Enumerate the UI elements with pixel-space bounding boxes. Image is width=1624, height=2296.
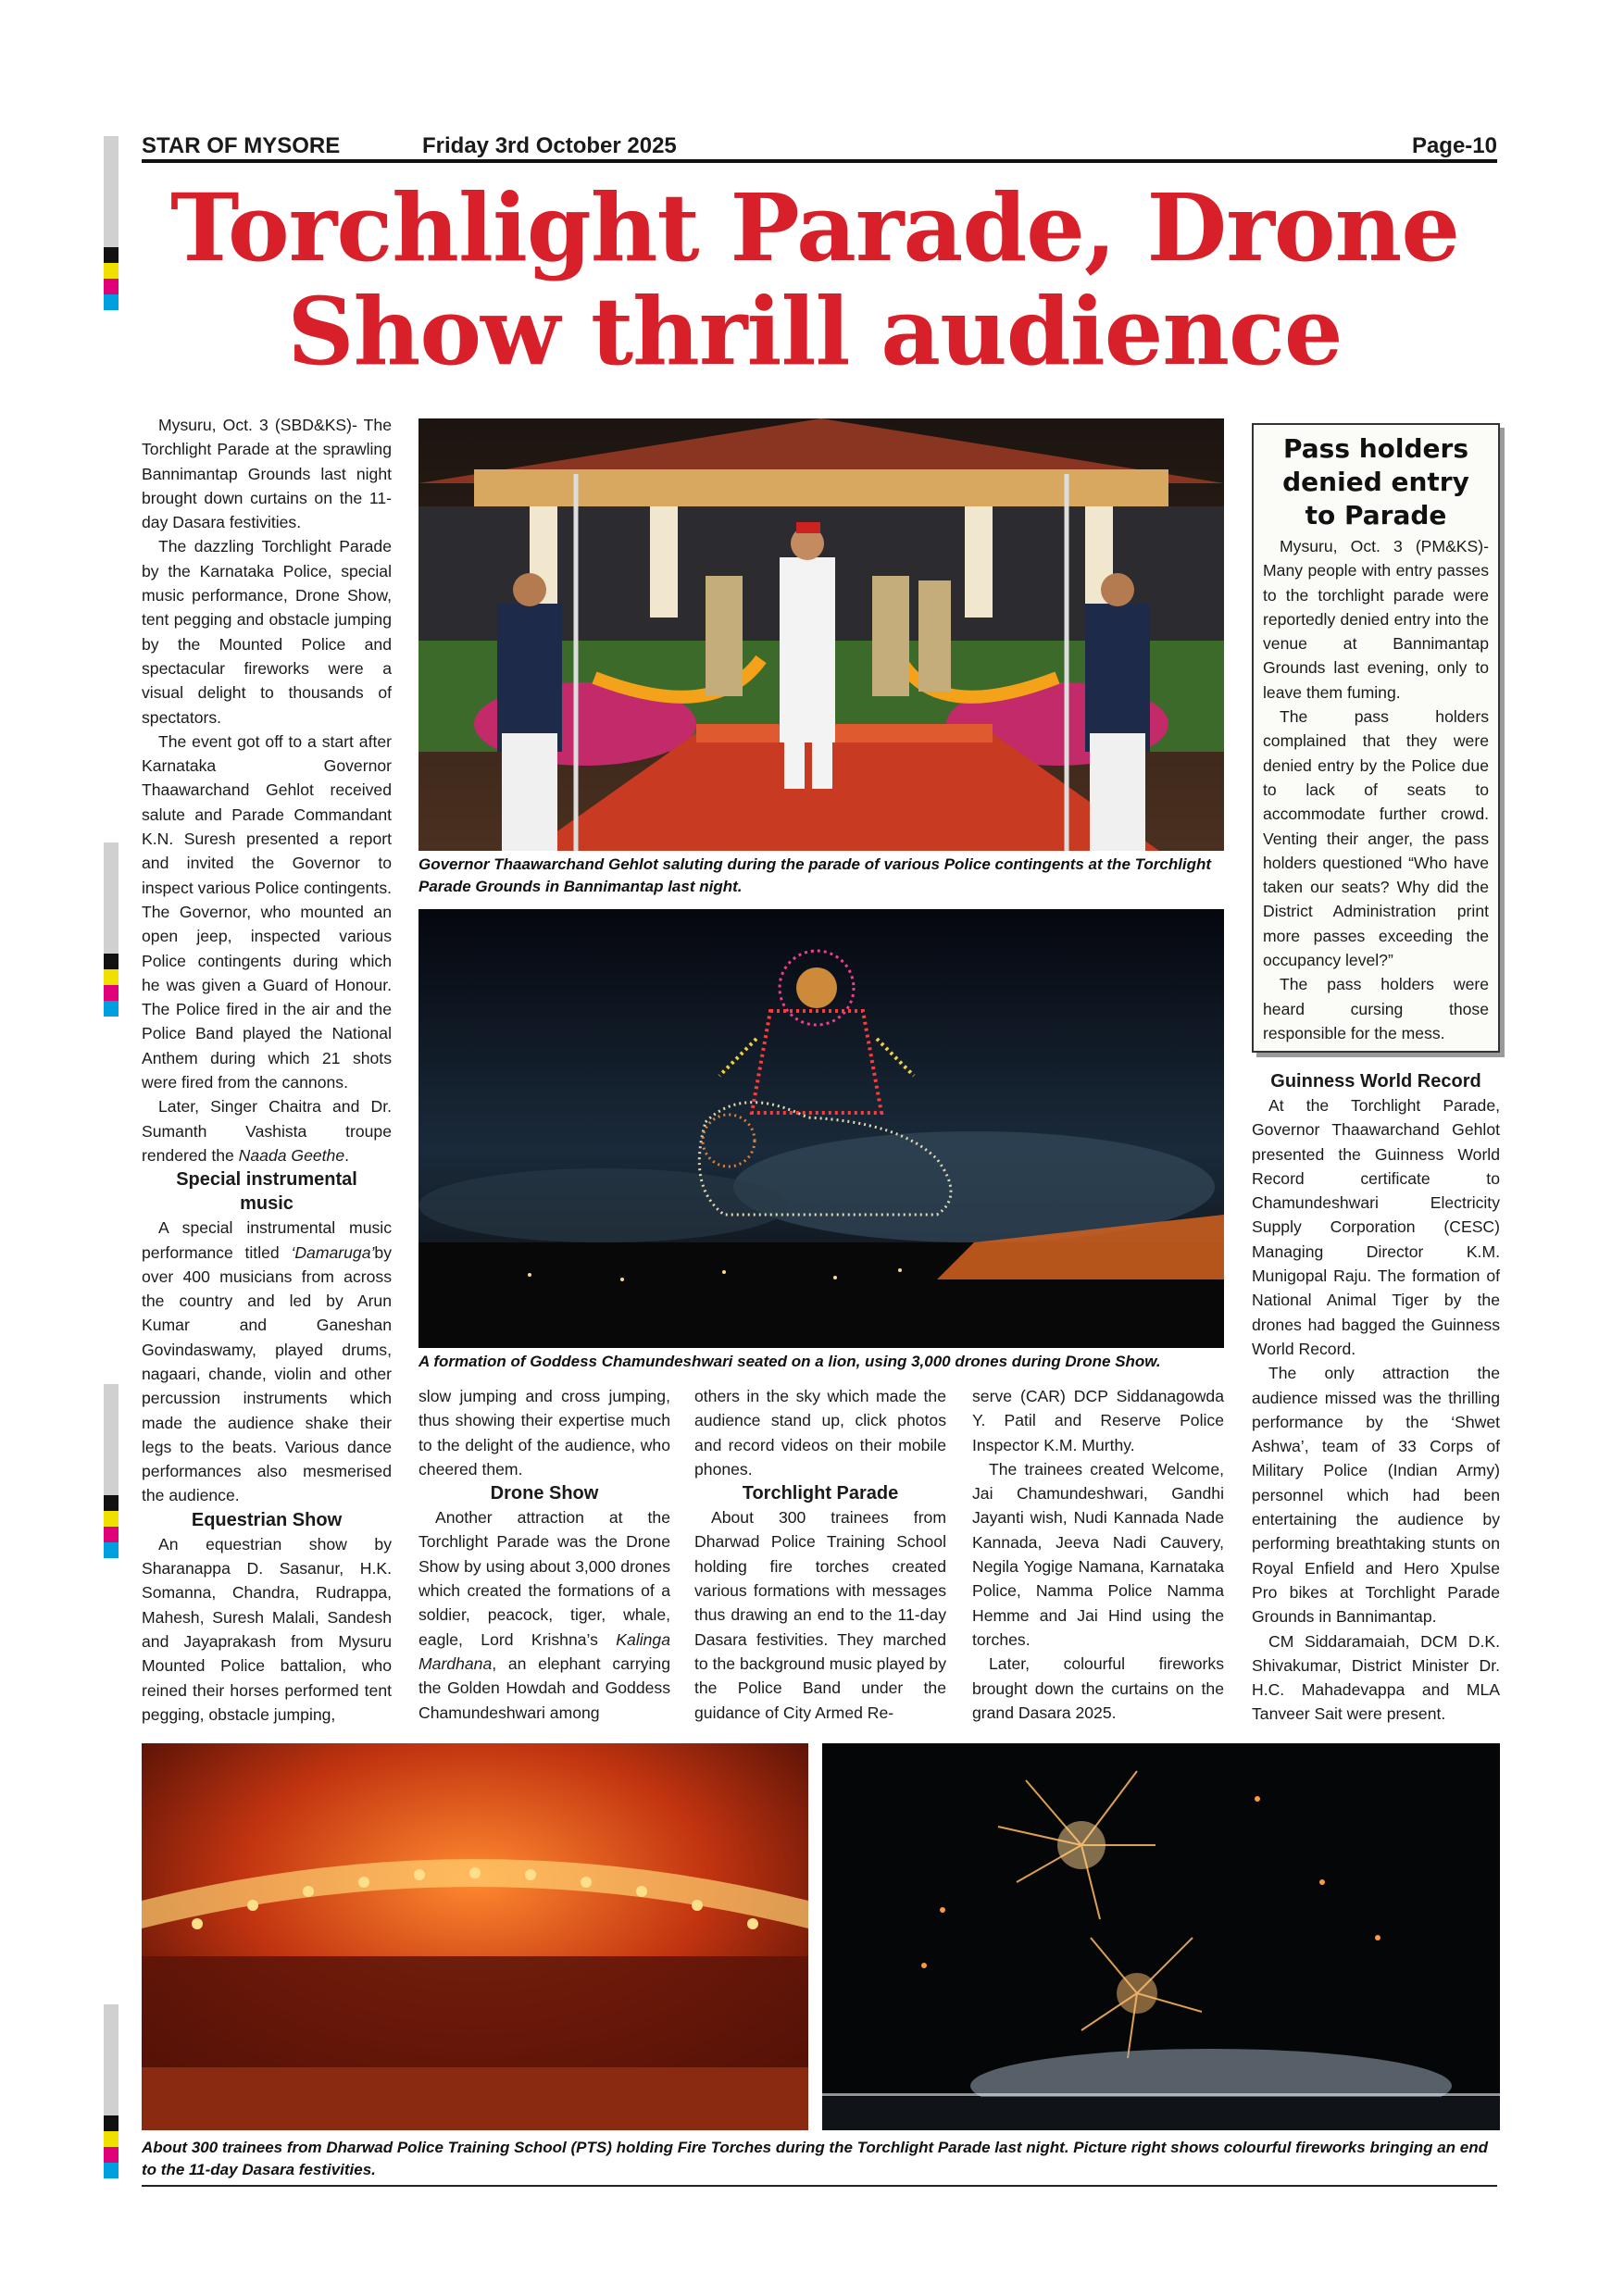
paragraph: Later, Singer Chaitra and Dr. Sumanth Vashista troupe rendered the Naada Geethe.	[142, 1097, 392, 1165]
bottom-rule	[142, 2185, 1497, 2187]
issue-date: Friday 3rd October 2025	[422, 133, 677, 158]
subheading-guinness: Guinness World Record	[1270, 1071, 1481, 1092]
box-text	[1263, 534, 1489, 1045]
registration-mark	[104, 1384, 119, 1558]
paragraph: A special instrumental music performance titled ‘Damaruga’by over 400 musicians from across the country and led by Arun Kumar and Ganeshan Govindaswamy, played drums, nagaari, chande, violin and other percussion instruments which made the audience shake their legs to the beats. Various dance performances also mesmerised the audience.	[142, 1218, 392, 1505]
registration-mark	[104, 136, 119, 310]
paragraph: The pass holders were heard cursing those responsible for the mess.	[1263, 975, 1489, 1042]
paragraph: The event got off to a start after Karnataka Governor Thaawarchand Gehlot received salute and Parade Commandant K.N. Suresh presented a report and invited the Governor to inspect various Police contingents. The Governor, who mounted an open jeep, inspected various Police contingents during which he was given a Guard of Honour. The Police fired in the air and the Police Band played the National Anthem during which 21 shots were fired from the cannons.	[142, 731, 392, 1092]
paragraph: Another attraction at the Torchlight Parade was the Drone Show by using about 3,000 drones which created the formations of a soldier, peacock, tiger, whale, eagle, Lord Krishna’s Kalinga Mardhana, an elephant carrying the Golden Howdah and Goddess Chamundeshwari among	[418, 1508, 670, 1722]
subheading-special-music: Special instrumental music	[176, 1169, 357, 1215]
article-column-1	[142, 413, 392, 1727]
subheading-equestrian: Equestrian Show	[191, 1509, 343, 1530]
bottom-photos-caption: About 300 trainees from Dharwad Police Training School (PTS) holding Fire Torches during the Torchlight Parade last night. Picture right shows colourful fireworks bringing an end to the 11-day Dasara festivities.	[142, 2139, 1488, 2178]
article-column-2	[418, 1384, 670, 1725]
paragraph: others in the sky which made the audience stand up, click photos and record videos on their mobile phones.	[694, 1387, 946, 1479]
headline	[130, 173, 1500, 386]
governor-salute-photo	[418, 418, 1224, 851]
registration-mark	[104, 2004, 119, 2178]
paragraph: serve (CAR) DCP Siddanagowda Y. Patil and Reserve Police Inspector K.M. Murthy.	[972, 1387, 1224, 1454]
paragraph: Mysuru, Oct. 3 (PM&KS)- Many people with entry passes to the torchlight parade were reportedly denied entry into the venue at Bannimantap Grounds last evening, only to leave them fuming.	[1263, 537, 1489, 702]
article-column-3	[694, 1384, 946, 1725]
registration-mark	[104, 842, 119, 1017]
publication-name: STAR OF MYSORE	[142, 133, 341, 158]
paragraph: About 300 trainees from Dharwad Police Training School holding fire torches created various formations with messages thus drawing an end to the 11-day Dasara festivities. They marched to the background music played by the Police Band under the guidance of City Armed Re-	[694, 1508, 946, 1722]
paragraph: The pass holders complained that they were denied entry by the Police due to lack of seats to accommodate further crowd. Venting their anger, the pass holders questioned “Who have taken our seats? Why did the District Administration print more passes exceeding the occupancy level?”	[1263, 707, 1489, 970]
paragraph: At the Torchlight Parade, Governor Thaawarchand Gehlot presented the Guinness World Record certificate to Chamundeshwari Electricity Supply Corporation (CESC) Managing Director K.M. Munigopal Raju. The formation of National Animal Tiger by the drones had bagged the Guinness World Record.	[1252, 1096, 1500, 1358]
subheading-drone-show: Drone Show	[490, 1483, 599, 1504]
paragraph: The dazzling Torchlight Parade by the Karnataka Police, special music performance, Drone Show, tent pegging and obstacle jumping by the Mounted Police and spectacular fireworks were a visual delight to thousands of spectators.	[142, 537, 392, 727]
paragraph: The only attraction the audience missed was the thrilling performance by the ‘Shwet Ashwa’, team of 33 Corps of Military Police (Indian Army) personnel which had been entertaining the audience by performing breathtaking stunts on Royal Enfield and Hero Xpulse Pro bikes at Torchlight Parade Grounds in Bannimantap.	[1252, 1364, 1500, 1627]
box-title: Pass holders denied entry to Parade	[1282, 433, 1469, 530]
torch-trainees-photo	[142, 1743, 808, 2130]
paragraph: Later, colourful fireworks brought down the curtains on the grand Dasara 2025.	[972, 1654, 1224, 1722]
governor-photo-caption: Governor Thaawarchand Gehlot saluting during the parade of various Police contingents at the Torchlight Parade Grounds in Bannimantap last night.	[418, 855, 1212, 895]
masthead	[142, 131, 1497, 163]
page-number: Page-10	[1411, 133, 1497, 158]
fireworks-photo	[822, 1743, 1500, 2130]
drone-photo-caption: A formation of Goddess Chamundeshwari seated on a lion, using 3,000 drones during Drone Show.	[418, 1353, 1161, 1370]
paragraph: The trainees created Welcome, Jai Chamundeshwari, Gandhi Jayanti wish, Nudi Kannada Nade Kannada, Jeeva Nadi Cauvery, Negila Yogige Namana, Karnataka Police, Namma Police Namma Hemme and Jai Hind using the torches.	[972, 1459, 1224, 1649]
paragraph: slow jumping and cross jumping, thus showing their expertise much to the delight of the audience, who cheered them.	[418, 1387, 670, 1479]
paragraph: An equestrian show by Sharanappa D. Sasanur, H.K. Somanna, Chandra, Rudrappa, Mahesh, Suresh Malali, Sandesh and Jayaprakash from Mysuru Mounted Police battalion, who reined their horses performed tent pegging, obstacle jumping,	[142, 1534, 392, 1724]
pass-holders-box	[1252, 423, 1500, 1053]
paragraph: Mysuru, Oct. 3 (SBD&KS)- The Torchlight Parade at the sprawling Bannimantap Grounds last night brought down curtains on the 11-day Dasara festivities.	[142, 416, 392, 532]
headline-line-1: Torchlight Parade, Drone	[170, 173, 1459, 282]
subheading-torchlight-parade: Torchlight Parade	[742, 1483, 899, 1504]
article-column-5	[1252, 1069, 1500, 1727]
headline-line-2: Show thrill audience	[287, 277, 1343, 386]
article-column-4	[972, 1384, 1224, 1725]
drone-show-photo	[418, 909, 1224, 1348]
paragraph: CM Siddaramaiah, DCM D.K. Shivakumar, District Minister Dr. H.C. Mahadevappa and MLA Tanveer Sait were present.	[1252, 1631, 1500, 1724]
